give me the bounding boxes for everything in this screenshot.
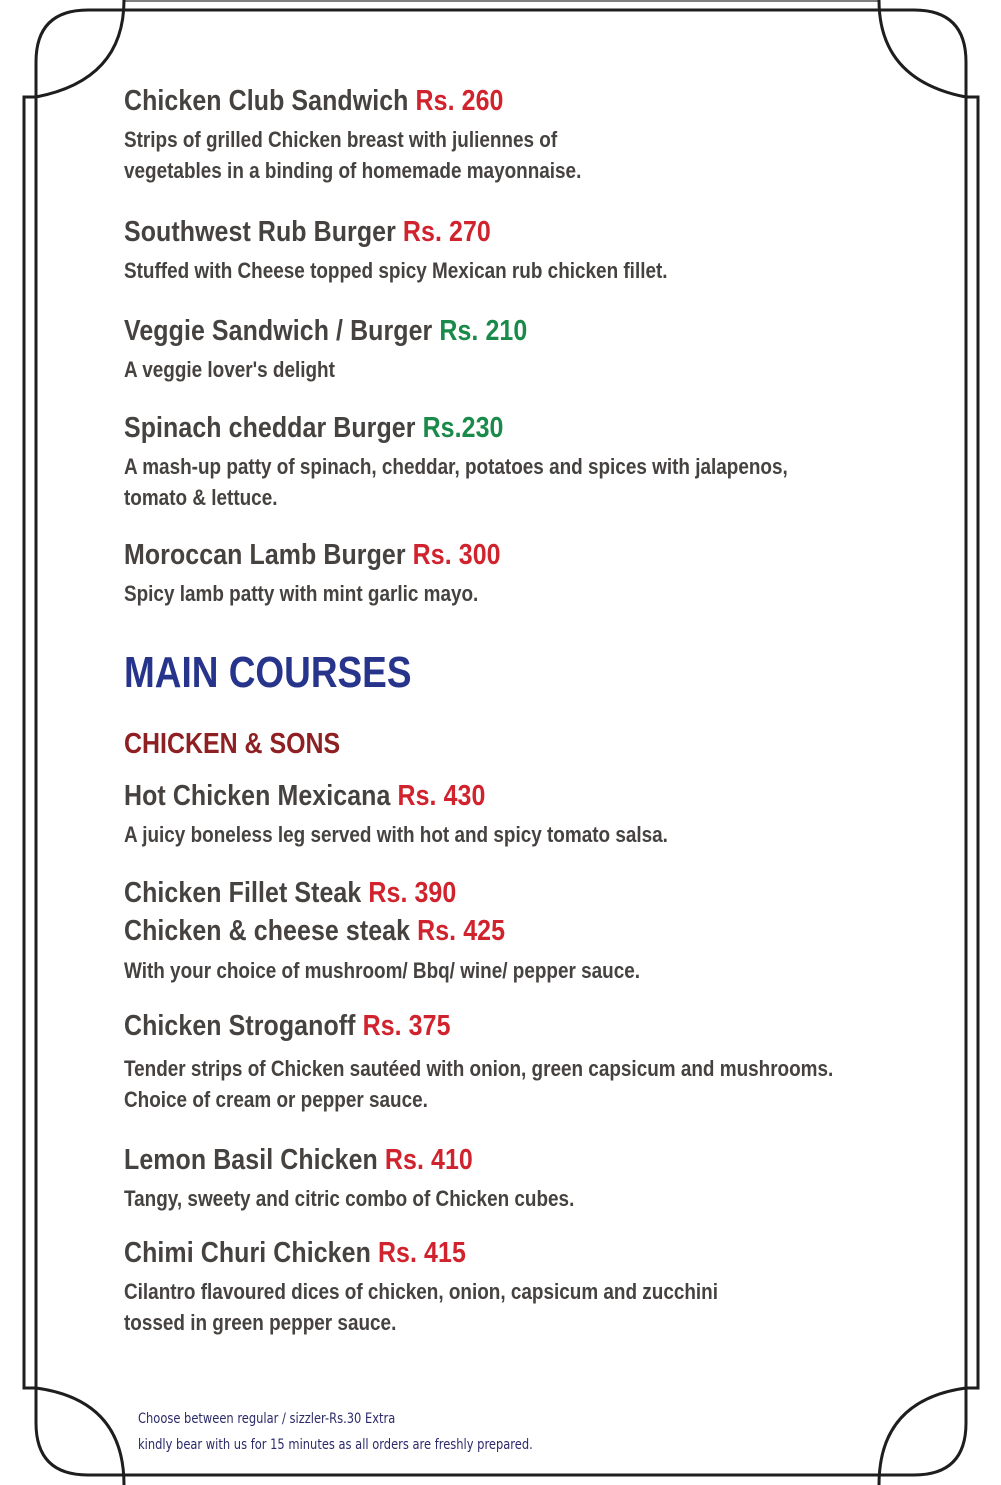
subsection-heading: CHICKEN & SONS [124, 728, 341, 760]
menu-item [124, 411, 896, 513]
item-name: Chicken Fillet Steak [124, 877, 362, 909]
item-title [124, 914, 640, 948]
item-title [124, 1009, 833, 1043]
item-title [124, 538, 501, 572]
menu-item [124, 538, 562, 609]
item-description: tomato & lettuce. [124, 485, 278, 510]
item-description: Tender strips of Chicken sautéed with onion, green capsicum and mushrooms. [124, 1056, 834, 1081]
item-description: A veggie lover's delight [124, 357, 335, 382]
item-description: Spicy lamb patty with mint garlic mayo. [124, 581, 479, 606]
item-description: Stuffed with Cheese topped spicy Mexican rub chicken fillet. [124, 258, 668, 283]
item-price: Rs.230 [422, 412, 504, 444]
item-description: A mash-up patty of spinach, cheddar, potatoes and spices with jalapenos, [124, 454, 788, 479]
item-price: Rs. 425 [417, 915, 506, 947]
item-title [124, 1143, 574, 1177]
item-title [124, 876, 640, 910]
item-name: Chicken & cheese steak [124, 915, 411, 947]
item-name: Spinach cheddar Burger [124, 412, 416, 444]
item-description: Strips of grilled Chicken breast with juliennes of [124, 127, 558, 152]
item-title [124, 314, 527, 348]
item-price: Rs. 390 [368, 877, 457, 909]
item-name: Hot Chicken Mexicana [124, 780, 391, 812]
item-price: Rs. 270 [402, 216, 491, 248]
item-title [124, 779, 668, 813]
item-name: Lemon Basil Chicken [124, 1144, 378, 1176]
item-name: Moroccan Lamb Burger [124, 539, 406, 571]
menu-item [124, 1143, 648, 1214]
section-heading: MAIN COURSES [124, 648, 412, 697]
item-description: Tangy, sweety and citric combo of Chicken cubes. [124, 1186, 575, 1211]
item-title [124, 1236, 718, 1270]
footnotes [138, 1406, 619, 1458]
menu-item [124, 1009, 949, 1115]
menu-item [124, 314, 593, 385]
item-description: Choice of cream or pepper sauce. [124, 1087, 428, 1112]
item-name: Chicken Club Sandwich [124, 85, 409, 117]
menu-item [124, 215, 756, 286]
menu-item [124, 1236, 815, 1338]
item-description: tossed in green pepper sauce. [124, 1310, 397, 1335]
item-price: Rs. 260 [415, 85, 504, 117]
menu-item [124, 779, 756, 850]
item-title [124, 84, 581, 118]
item-name: Veggie Sandwich / Burger [124, 315, 433, 347]
item-title [124, 411, 788, 445]
footnote-sizzler: Choose between regular / sizzler-Rs.30 Extra [138, 1411, 396, 1427]
item-price: Rs. 410 [384, 1144, 473, 1176]
item-price: Rs. 210 [439, 315, 528, 347]
item-title [124, 215, 668, 249]
item-description: Cilantro flavoured dices of chicken, onion, capsicum and zucchini [124, 1279, 719, 1304]
item-price: Rs. 300 [412, 539, 501, 571]
footnote-wait-time: kindly bear with us for 15 minutes as all orders are freshly prepared. [138, 1437, 533, 1453]
item-price: Rs. 430 [397, 780, 486, 812]
item-description: vegetables in a binding of homemade mayonnaise. [124, 158, 582, 183]
item-price: Rs. 415 [377, 1237, 466, 1269]
menu-item [124, 84, 656, 186]
item-name: Southwest Rub Burger [124, 216, 396, 248]
item-name: Chimi Churi Chicken [124, 1237, 371, 1269]
item-description: A juicy boneless leg served with hot and spicy tomato salsa. [124, 822, 668, 847]
menu-item [124, 876, 724, 986]
item-description: With your choice of mushroom/ Bbq/ wine/ pepper sauce. [124, 958, 640, 983]
item-name: Chicken Stroganoff [124, 1010, 356, 1042]
item-price: Rs. 375 [362, 1010, 451, 1042]
